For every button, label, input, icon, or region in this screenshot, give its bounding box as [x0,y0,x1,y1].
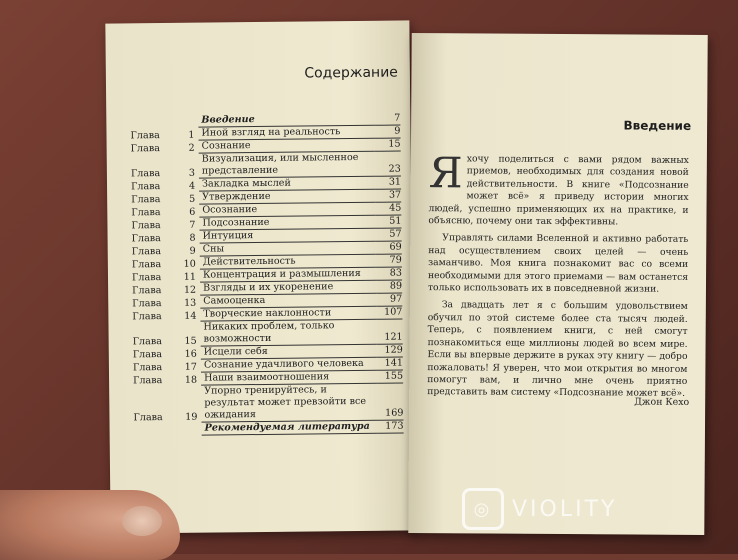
chapter-title: Визуализация, или мысленное представление [199,152,375,179]
chapter-page: 57 [376,229,402,242]
chapter-word: Глава [133,412,163,424]
chapter-word: Глава [132,362,163,374]
chapter-title: Осознание [199,203,375,218]
chapter-word: Глава [131,194,161,206]
chapter-page: 89 [376,281,402,294]
chapter-word: Глава [131,233,161,245]
chapter-number: 9 [189,245,196,257]
chapter-page: 169 [377,408,403,421]
chapter-title: Интуиция [200,229,376,244]
toc-chapter-row [132,320,402,348]
chapter-word: Глава [131,272,162,284]
chapter-title: Творческие наклонности [200,307,376,322]
chapter-number: 2 [188,142,195,154]
author-signature: Джон Кехо [634,396,690,408]
toc-literature-title: Рекомендуемая литература [202,421,378,436]
chapter-page: 31 [375,177,401,190]
chapter-number: 12 [183,284,197,296]
chapter-word: Глава [130,130,160,142]
chapter-title: Иной взгляд на реальность [198,126,374,141]
chapter-number: 19 [185,411,198,423]
toc-intro-title: Введение [198,113,374,128]
chapter-title: Сны [200,242,376,257]
chapter-title: Подсознание [199,216,375,231]
chapter-number: 3 [188,167,195,179]
chapter-page: 9 [374,126,400,139]
chapter-title: Закладка мыслей [199,177,375,192]
chapter-word: Глава [131,246,162,258]
chapter-title: Действительность [200,255,376,270]
chapter-number: 13 [183,297,197,309]
chapter-number: 1 [188,129,195,141]
chapter-word: Глава [132,298,162,310]
table-of-contents [130,113,403,437]
paragraph-2: Управлять силами Вселенной и активно работать над осуществлением своих целей — очень заманчиво. Моя книга познакомит вас со всеми необходимыми для этого приемами — вам останется только использовать их в повседневной жизни. [427,232,689,295]
left-page-contents [105,20,414,533]
chapter-page: 121 [377,332,403,345]
chapter-title: Концентрация и размышления [200,268,376,283]
chapter-page: 69 [376,242,402,255]
chapter-page: 23 [375,164,401,177]
chapter-word: Глава [132,311,162,323]
chapter-title: Сознание удачливого человека [201,358,377,373]
toc-intro-page: 7 [374,113,400,126]
chapter-title: Самооценка [200,294,376,309]
chapter-title: Исцели себя [201,345,377,360]
introduction-heading: Введение [623,118,692,133]
chapter-page: 51 [375,216,401,229]
toc-chapter-list [130,126,403,424]
toc-chapter-row [133,384,403,424]
watermark [462,488,617,530]
contents-title: Содержание [304,64,398,82]
chapter-word: Глава [132,285,162,297]
chapter-word: Глава [131,259,162,271]
chapter-title: Сознание [199,139,375,154]
thumbnail [122,506,162,536]
chapter-number: 5 [189,193,196,205]
chapter-word: Глава [130,168,161,180]
chapter-number: 6 [189,206,196,218]
chapter-page: 79 [376,255,402,268]
drop-cap: Я [428,148,463,198]
chapter-title: Наши взаимоотношения [201,371,377,386]
chapter-number: 16 [184,348,197,360]
introduction-body [427,148,689,406]
chapter-number: 7 [189,219,196,231]
chapter-title: Взгляды и их укоренение [200,281,376,296]
violity-logo-icon: ◎ [462,488,504,530]
watermark-text: VIOLITY [512,496,618,522]
chapter-page: 15 [375,139,401,152]
chapter-word: Глава [130,181,161,193]
chapter-word: Глава [130,143,161,155]
toc-literature-page: 173 [378,421,404,434]
chapter-word: Глава [133,375,163,387]
chapter-word: Глава [132,336,163,348]
chapter-number: 18 [184,374,198,386]
chapter-number: 4 [188,180,196,192]
chapter-title: Утверждение [199,190,375,205]
chapter-number: 17 [184,361,197,373]
chapter-title: Никаких проблем, только возможности [200,320,376,347]
chapter-word: Глава [131,220,161,232]
chapter-word: Глава [132,349,163,361]
chapter-word: Глава [131,207,161,219]
right-page-introduction [408,33,707,535]
chapter-number: 10 [183,258,196,270]
chapter-page: 45 [375,203,401,216]
chapter-page: 141 [377,358,403,371]
chapter-page: 129 [377,345,403,358]
chapter-number: 8 [189,232,196,244]
chapter-page: 97 [376,294,402,307]
chapter-number: 15 [184,335,197,347]
chapter-page: 107 [376,307,402,320]
paragraph-1: хочу поделиться с вами рядом важных приемов, необходимых для создания новой действительности. В книге «Подсознание может всё» я приведу истории многих людей, успешно применяющих их на практике, и объясню, почему они так эффективны. [428,153,689,228]
chapter-number: 11 [183,271,197,283]
chapter-page: 155 [377,371,403,384]
chapter-title: Упорно тренируйтесь, и результат может превзойти все ожидания [201,384,377,423]
toc-chapter-row [131,152,401,180]
chapter-number: 14 [184,310,197,322]
chapter-page: 37 [375,190,401,203]
paragraph-3: За двадцать лет я с большим удовольствием обучил по этой системе более ста тысяч людей. Теперь, с появлением книги, с ней смогут познакомиться еще миллионы людей во всем мире. Если вы впервые держите в руках эту книгу — добро пожаловать! Я уверен, что мои открытия во многом помогут вам, и лично мне очень приятно представить вам систему «Подсознание может всё». [427,299,688,400]
chapter-page: 83 [376,268,402,281]
